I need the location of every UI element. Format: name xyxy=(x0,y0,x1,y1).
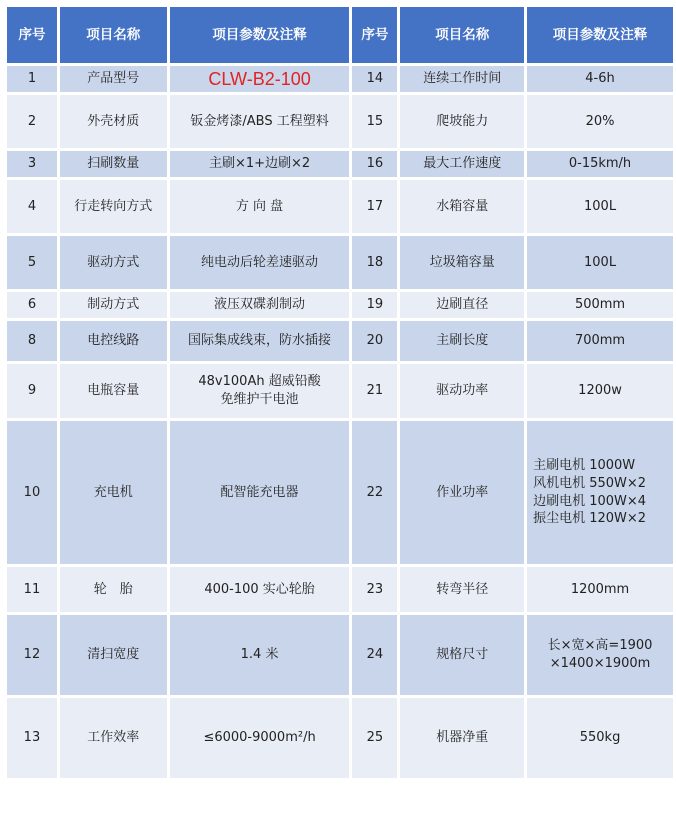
item-name: 转弯半径 xyxy=(400,567,524,612)
row-index: 21 xyxy=(352,364,397,418)
item-value: 钣金烤漆/ABS 工程塑料 xyxy=(170,95,350,148)
table-row xyxy=(7,567,673,612)
item-name: 轮 胎 xyxy=(60,567,167,612)
table-row xyxy=(7,698,673,778)
item-value: 100L xyxy=(527,180,673,233)
table-row xyxy=(7,292,673,318)
item-name: 垃圾箱容量 xyxy=(400,236,524,289)
item-value: CLW-B2-100 xyxy=(170,66,350,92)
item-value: 4-6h xyxy=(527,66,673,92)
table-row xyxy=(7,364,673,418)
row-index: 22 xyxy=(352,421,397,564)
item-value: 550kg xyxy=(527,698,673,778)
table-row xyxy=(7,421,673,564)
row-index: 24 xyxy=(352,615,397,695)
item-name: 行走转向方式 xyxy=(60,180,167,233)
item-value: 长×宽×高=1900 ×1400×1900m xyxy=(527,615,673,695)
row-index: 3 xyxy=(7,151,57,177)
row-index: 25 xyxy=(352,698,397,778)
row-index: 1 xyxy=(7,66,57,92)
spec-table xyxy=(4,4,676,781)
table-row xyxy=(7,95,673,148)
item-name: 产品型号 xyxy=(60,66,167,92)
header-params-2: 项目参数及注释 xyxy=(527,7,673,63)
item-value: 700mm xyxy=(527,321,673,361)
item-value: 1.4 米 xyxy=(170,615,350,695)
item-name: 清扫宽度 xyxy=(60,615,167,695)
table-row xyxy=(7,236,673,289)
header-index-1: 序号 xyxy=(7,7,57,63)
row-index: 2 xyxy=(7,95,57,148)
item-value: 48v100Ah 超威铅酸 免维护干电池 xyxy=(170,364,350,418)
item-value: 100L xyxy=(527,236,673,289)
row-index: 8 xyxy=(7,321,57,361)
spec-table-wrapper xyxy=(4,4,676,781)
item-name: 工作效率 xyxy=(60,698,167,778)
item-name: 作业功率 xyxy=(400,421,524,564)
header-item-name-2: 项目名称 xyxy=(400,7,524,63)
table-row xyxy=(7,615,673,695)
row-index: 14 xyxy=(352,66,397,92)
item-value: 20% xyxy=(527,95,673,148)
item-name: 电控线路 xyxy=(60,321,167,361)
item-name: 充电机 xyxy=(60,421,167,564)
row-index: 5 xyxy=(7,236,57,289)
item-value: 1200w xyxy=(527,364,673,418)
header-item-name-1: 项目名称 xyxy=(60,7,167,63)
row-index: 16 xyxy=(352,151,397,177)
row-index: 13 xyxy=(7,698,57,778)
item-name: 主刷长度 xyxy=(400,321,524,361)
row-index: 12 xyxy=(7,615,57,695)
item-value: 液压双碟刹制动 xyxy=(170,292,350,318)
item-name: 制动方式 xyxy=(60,292,167,318)
item-value: 纯电动后轮差速驱动 xyxy=(170,236,350,289)
row-index: 18 xyxy=(352,236,397,289)
item-name: 边刷直径 xyxy=(400,292,524,318)
row-index: 10 xyxy=(7,421,57,564)
item-name: 机器净重 xyxy=(400,698,524,778)
item-name: 最大工作速度 xyxy=(400,151,524,177)
item-value: 主刷×1+边刷×2 xyxy=(170,151,350,177)
item-name: 电瓶容量 xyxy=(60,364,167,418)
item-name: 驱动方式 xyxy=(60,236,167,289)
item-value: 方 向 盘 xyxy=(170,180,350,233)
row-index: 6 xyxy=(7,292,57,318)
item-name: 爬坡能力 xyxy=(400,95,524,148)
row-index: 20 xyxy=(352,321,397,361)
item-name: 扫刷数量 xyxy=(60,151,167,177)
item-value: 500mm xyxy=(527,292,673,318)
header-row xyxy=(7,7,673,63)
item-name: 规格尺寸 xyxy=(400,615,524,695)
row-index: 19 xyxy=(352,292,397,318)
item-value: 国际集成线束，防水插接 xyxy=(170,321,350,361)
table-row xyxy=(7,66,673,92)
item-value: 配智能充电器 xyxy=(170,421,350,564)
row-index: 9 xyxy=(7,364,57,418)
item-value: 0-15km/h xyxy=(527,151,673,177)
row-index: 17 xyxy=(352,180,397,233)
row-index: 11 xyxy=(7,567,57,612)
table-row xyxy=(7,151,673,177)
item-name: 连续工作时间 xyxy=(400,66,524,92)
table-row xyxy=(7,180,673,233)
header-index-2: 序号 xyxy=(352,7,397,63)
table-row xyxy=(7,321,673,361)
item-value: 主刷电机 1000W 风机电机 550W×2 边刷电机 100W×4 振尘电机 120W×2 xyxy=(527,421,673,564)
item-value: 400-100 实心轮胎 xyxy=(170,567,350,612)
row-index: 15 xyxy=(352,95,397,148)
row-index: 23 xyxy=(352,567,397,612)
item-value: 1200mm xyxy=(527,567,673,612)
item-value: ≤6000-9000m²/h xyxy=(170,698,350,778)
item-name: 外壳材质 xyxy=(60,95,167,148)
row-index: 4 xyxy=(7,180,57,233)
header-params-1: 项目参数及注释 xyxy=(170,7,350,63)
item-name: 驱动功率 xyxy=(400,364,524,418)
item-name: 水箱容量 xyxy=(400,180,524,233)
